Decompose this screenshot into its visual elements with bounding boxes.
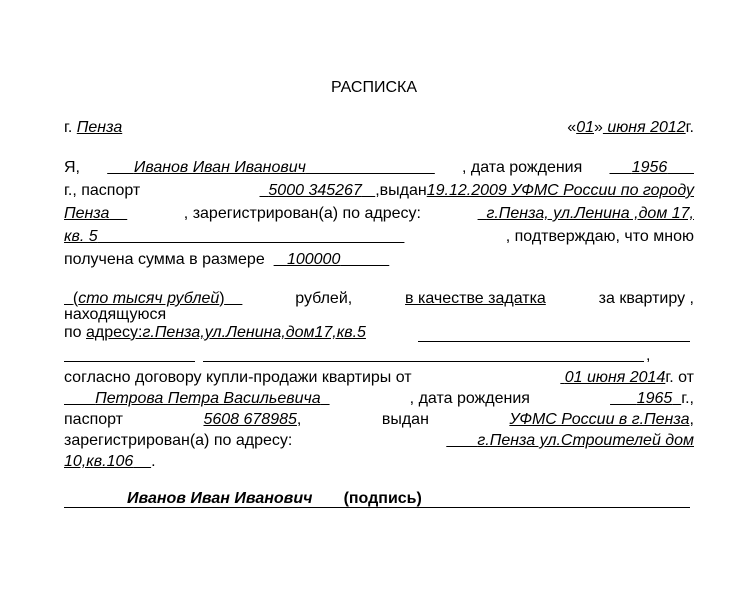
line-4: кв. 5 , подтверждаю, что мною <box>64 228 694 245</box>
signature-line <box>127 489 422 509</box>
line-14: 10,кв.106 . <box>64 453 156 470</box>
payer-birth-year: 1965 <box>636 390 673 407</box>
line-11: Петрова Петра Васильевича , дата рождения 1965 г., <box>64 389 694 409</box>
sum-amount: 100000 <box>286 251 341 268</box>
payer-passport: 5608 678985 <box>203 411 297 428</box>
document-date: «01» июня 2012г. <box>567 119 694 136</box>
line-8: по адресу:г.Пенза,ул.Ленина,дом17,кв.5 <box>64 324 366 341</box>
city: г. Пенза <box>64 119 123 136</box>
signer-name: Иванов Иван Иванович <box>127 490 313 507</box>
city-date-line <box>64 118 694 138</box>
receiver-birth-year: 1956 <box>631 159 668 176</box>
receiver-address: г.Пенза, ул.Ленина ,дом 17, <box>486 205 694 222</box>
payment-purpose: в качестве задатка <box>405 290 546 307</box>
payer-passport-issued: УФМС России в г.Пенза <box>509 411 690 428</box>
line-3: Пенза , зарегистрирован(а) по адресу: г.Пенза, ул.Ленина ,дом 17, <box>64 205 694 222</box>
signature-label: (подпись) <box>343 490 422 507</box>
signature-underline <box>64 507 690 508</box>
line-13: зарегистрирован(а) по адресу: г.Пенза ул.Строителей дом <box>64 432 694 449</box>
payer-apartment: 10,кв.106 <box>64 453 134 470</box>
blank-line-comma: , <box>646 347 651 364</box>
line-7: находящуюся <box>64 306 167 323</box>
blank-line-left <box>64 361 195 362</box>
receiver-name: Иванов Иван Иванович <box>133 159 306 176</box>
document-title: РАСПИСКА <box>331 79 418 96</box>
payer-name: Петрова Петра Васильевича <box>95 390 321 407</box>
line-2: г., паспорт 5000 345267 ,выдан19.12.2009 УФМС России по городу <box>64 182 694 199</box>
payer-address: г.Пенза ул.Строителей дом <box>477 432 694 449</box>
issued-city: Пенза <box>64 205 110 222</box>
receiver-apartment: кв. 5 <box>64 228 98 245</box>
underline-property-address <box>418 341 690 342</box>
passport-issued: 19.12.2009 УФМС России по городу <box>426 182 694 199</box>
property-address: г.Пенза,ул.Ленина,дом17,кв.5 <box>142 324 366 341</box>
blank-line-right <box>203 361 644 362</box>
contract-date: 01 июня 2014 <box>564 369 666 386</box>
line-1: Я, Иванов Иван Иванович , дата рождения 1956 <box>64 158 694 178</box>
sum-in-words: (сто тысяч рублей) <box>72 290 225 307</box>
receiver-passport: 5000 345267 <box>268 182 362 199</box>
line-6: (сто тысяч рублей) рублей, в качестве задатка за квартиру , <box>64 289 694 309</box>
line-10: согласно договору купли-продажи квартиры от 01 июня 2014г. от <box>64 369 694 386</box>
line-12: паспорт 5608 678985, выдан УФМС России в г.Пенза, <box>64 411 694 428</box>
line-5: получена сумма в размере 100000 <box>64 250 389 270</box>
